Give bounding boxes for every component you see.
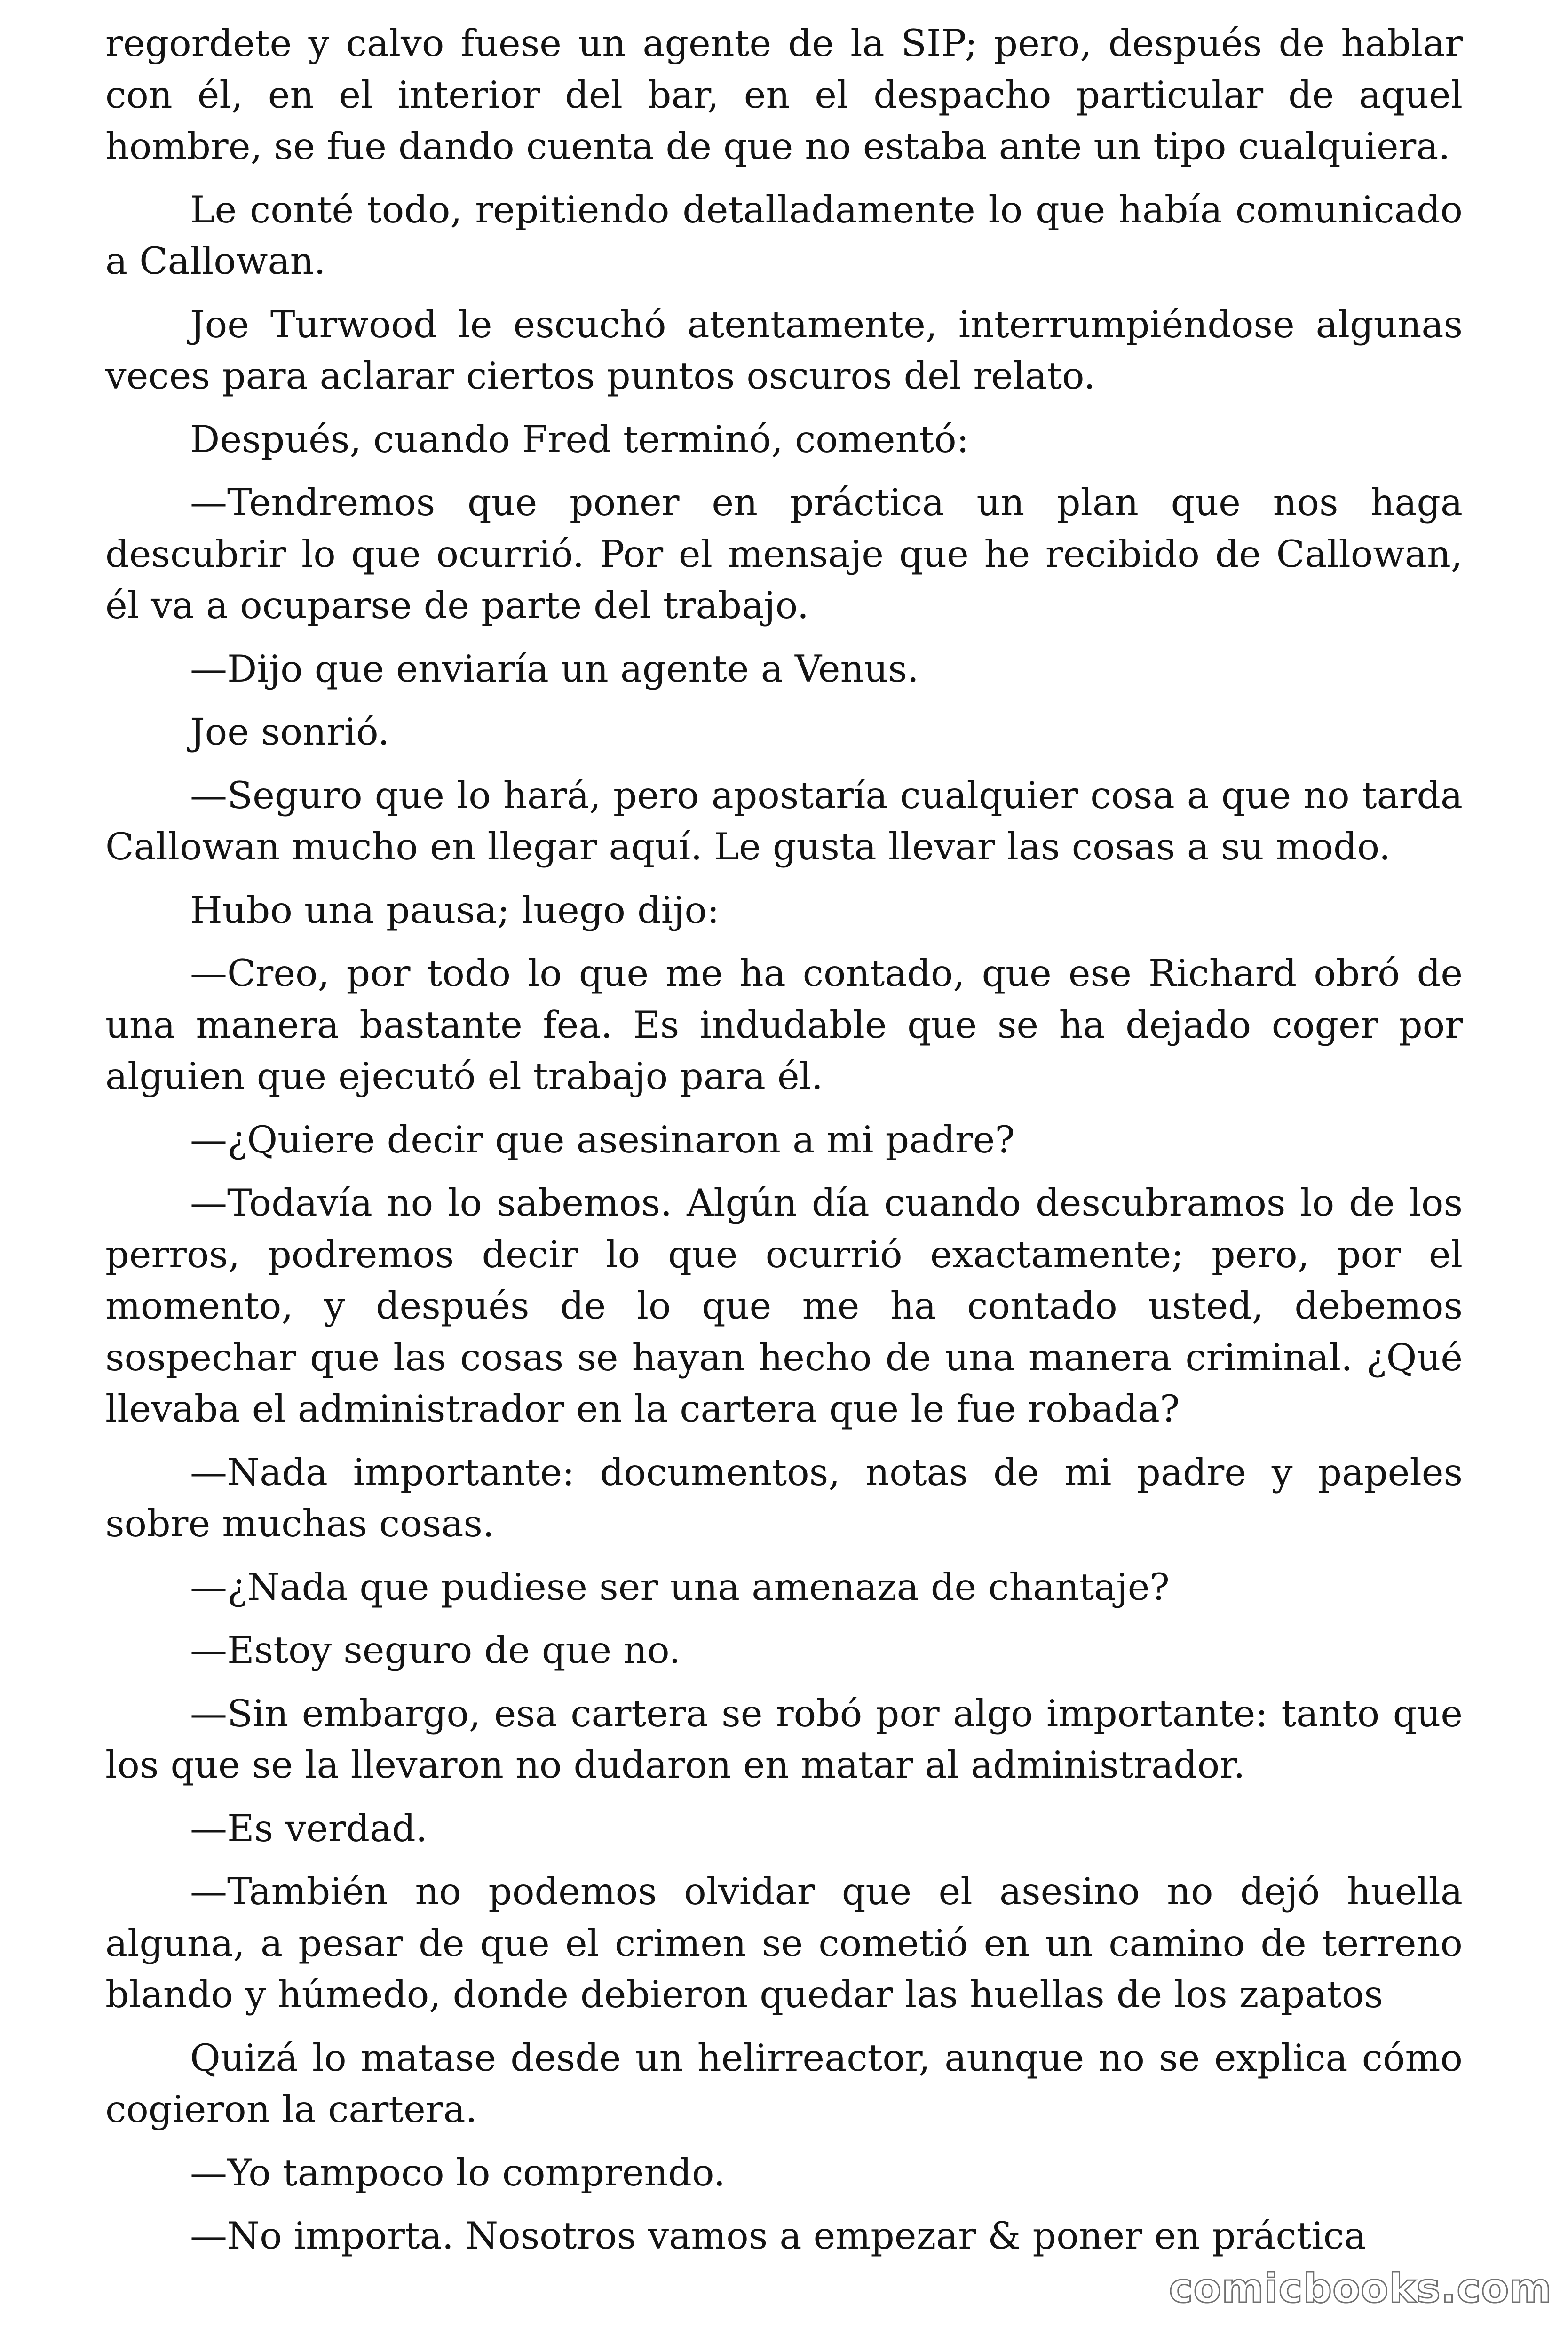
paragraph: —¿Quiere decir que asesinaron a mi padre?	[190, 1118, 1015, 1161]
paragraph: —Tendremos que poner en práctica un plan que nos haga descubrir lo que ocurrió. Por el mensaje que he recibido de Callowan, él va a ocuparse de parte del trabajo.	[105, 481, 1463, 627]
paragraph: —Creo, por todo lo que me ha contado, que ese Richard obró de una manera bastante fea. Es indudable que se ha dejado coger por alguien que ejecutó el trabajo para él.	[105, 952, 1463, 1098]
paragraph: —Todavía no lo sabemos. Algún día cuando descubramos lo de los perros, podremos decir lo que ocurrió exactamente; pero, por el momento, y después de lo que me ha contado usted, debemos sospechar que las cosas se hayan hecho de una manera criminal. ¿Qué llevaba el administrador en la cartera que le fue robada?	[105, 1181, 1463, 1430]
paragraph: —Es verdad.	[190, 1806, 428, 1850]
paragraph: —Yo tampoco lo comprendo.	[190, 2151, 726, 2194]
paragraph: Joe Turwood le escuchó atentamente, interrumpiéndose algunas veces para aclarar ciertos puntos oscuros del relato.	[105, 302, 1463, 397]
paragraph: Después, cuando Fred terminó, comentó:	[190, 417, 969, 461]
paragraph: Joe sonrió.	[190, 710, 390, 754]
paragraph: —Nada importante: documentos, notas de mi padre y papeles sobre muchas cosas.	[105, 1450, 1463, 1545]
paragraph: regordete y calvo fuese un agente de la SIP; pero, después de hablar con él, en el interior del bar, en el despacho particular de aquel hombre, se fue dando cuenta de que no estaba ante un tipo cualquiera.	[105, 22, 1463, 168]
paragraph: —¿Nada que pudiese ser una amenaza de chantaje?	[190, 1565, 1170, 1609]
paragraph: —Dijo que enviaría un agente a Venus.	[190, 647, 919, 691]
paragraph: Hubo una pausa; luego dijo:	[190, 888, 720, 932]
paragraph: —No importa. Nosotros vamos a empezar & poner en práctica	[190, 2214, 1366, 2257]
paragraph: —Estoy seguro de que no.	[190, 1629, 681, 1672]
paragraph: —Seguro que lo hará, pero apostaría cualquier cosa a que no tarda Callowan mucho en llegar aquí. Le gusta llevar las cosas a su modo.	[105, 773, 1463, 868]
paragraph: —Sin embargo, esa cartera se robó por algo importante: tanto que los que se la llevaron no dudaron en matar al administrador.	[105, 1692, 1463, 1787]
paragraph: —También no podemos olvidar que el asesino no dejó huella alguna, a pesar de que el crimen se cometió en un camino de terreno blando y húmedo, donde debieron quedar las huellas de los zapatos	[105, 1870, 1463, 2016]
body-text	[105, 18, 1463, 2274]
watermark: comicbooks.com	[1169, 2265, 1552, 2312]
paragraph: Quizá lo matase desde un helirreactor, aunque no se explica cómo cogieron la cartera.	[105, 2036, 1463, 2131]
paragraph: Le conté todo, repitiendo detalladamente lo que había comunicado a Callowan.	[105, 188, 1463, 283]
